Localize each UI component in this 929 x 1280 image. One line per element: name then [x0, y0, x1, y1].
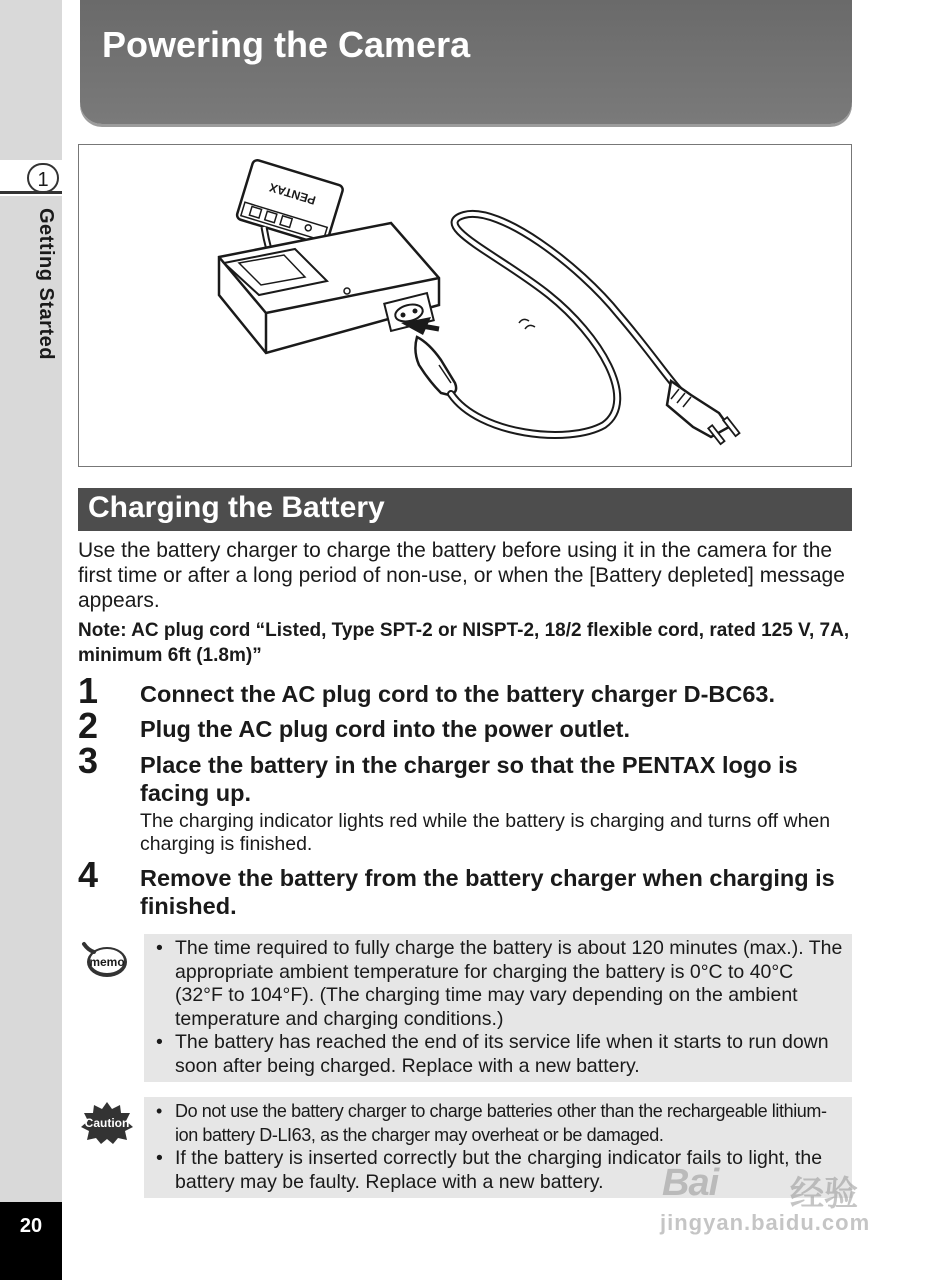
memo-box — [144, 934, 852, 1082]
step-text: Place the battery in the charger so that the PENTAX logo is facing up. — [140, 752, 798, 806]
step-text: Connect the AC plug cord to the battery charger D-BC63. — [140, 681, 776, 707]
chapter-label: Getting Started — [35, 208, 57, 360]
section-header — [78, 488, 852, 531]
memo-icon-label: memo — [89, 955, 125, 969]
watermark-url: jingyan.baidu.com — [660, 1210, 871, 1235]
watermark — [650, 1160, 880, 1250]
chapter-tab-bar — [0, 191, 62, 194]
page-title: Powering the Camera — [102, 24, 471, 65]
step-number: 4 — [78, 854, 99, 895]
step-text: Plug the AC plug cord into the power outlet. — [140, 716, 630, 742]
step-text: Remove the battery from the battery charger when charging is finished. — [140, 865, 835, 919]
step-number: 2 — [78, 705, 99, 746]
step-detail: The charging indicator lights red while the battery is charging and turns off when charging is finished. — [140, 810, 831, 855]
charger-illustration — [78, 144, 852, 467]
wall-plug-icon — [667, 381, 740, 444]
memo-list — [154, 937, 844, 1078]
step-number: 3 — [78, 740, 99, 781]
intro-paragraph: Use the battery charger to charge the battery before using it in the camera for the first time or after a long period of non-use, or when the [Battery depleted] message appears. — [78, 539, 845, 612]
ac-plug-icon — [415, 337, 456, 395]
cord-note: Note: AC plug cord “Listed, Type SPT-2 or NISPT-2, 18/2 flexible cord, rated 125 V, 7A, minimum 6ft (1.8m)” — [78, 620, 850, 666]
watermark-logo-chinese: 经验 — [790, 1175, 858, 1213]
watermark-logo: Bai — [662, 1162, 719, 1204]
caution-icon — [80, 1100, 134, 1144]
caution-icon-label: Caution — [84, 1116, 130, 1130]
charger-icon — [219, 223, 439, 353]
memo-item: • The battery has reached the end of its service life when it starts to run down soon after being charged. Replace with a new battery. — [154, 1031, 844, 1078]
step-number: 1 — [78, 670, 99, 711]
section-heading: Charging the Battery — [88, 491, 385, 524]
title-banner — [80, 0, 852, 124]
memo-item: • The time required to fully charge the battery is about 120 minutes (max.). The appropriate ambient temperature for charging the battery is 0°C to 40°C (32°F to 104°F). (The charging time may vary depending on the ambient temperature and charging conditions.) — [154, 937, 844, 1031]
battery-icon — [236, 159, 344, 246]
chapter-number: 1 — [27, 163, 59, 193]
caution-item: • If the battery is inserted correctly but the charging indicator fails to light, the battery may be faulty. Replace with a new battery. — [154, 1147, 844, 1194]
page-number: 20 — [0, 1202, 62, 1280]
battery-logo: PENTAX — [267, 180, 318, 208]
caution-item: • Do not use the battery charger to charge batteries other than the rechargeable lithium-ion battery D-LI63, as the charger may overheat or be damaged. — [154, 1100, 844, 1147]
memo-icon — [80, 940, 130, 982]
charger-illustration-svg — [79, 145, 853, 468]
